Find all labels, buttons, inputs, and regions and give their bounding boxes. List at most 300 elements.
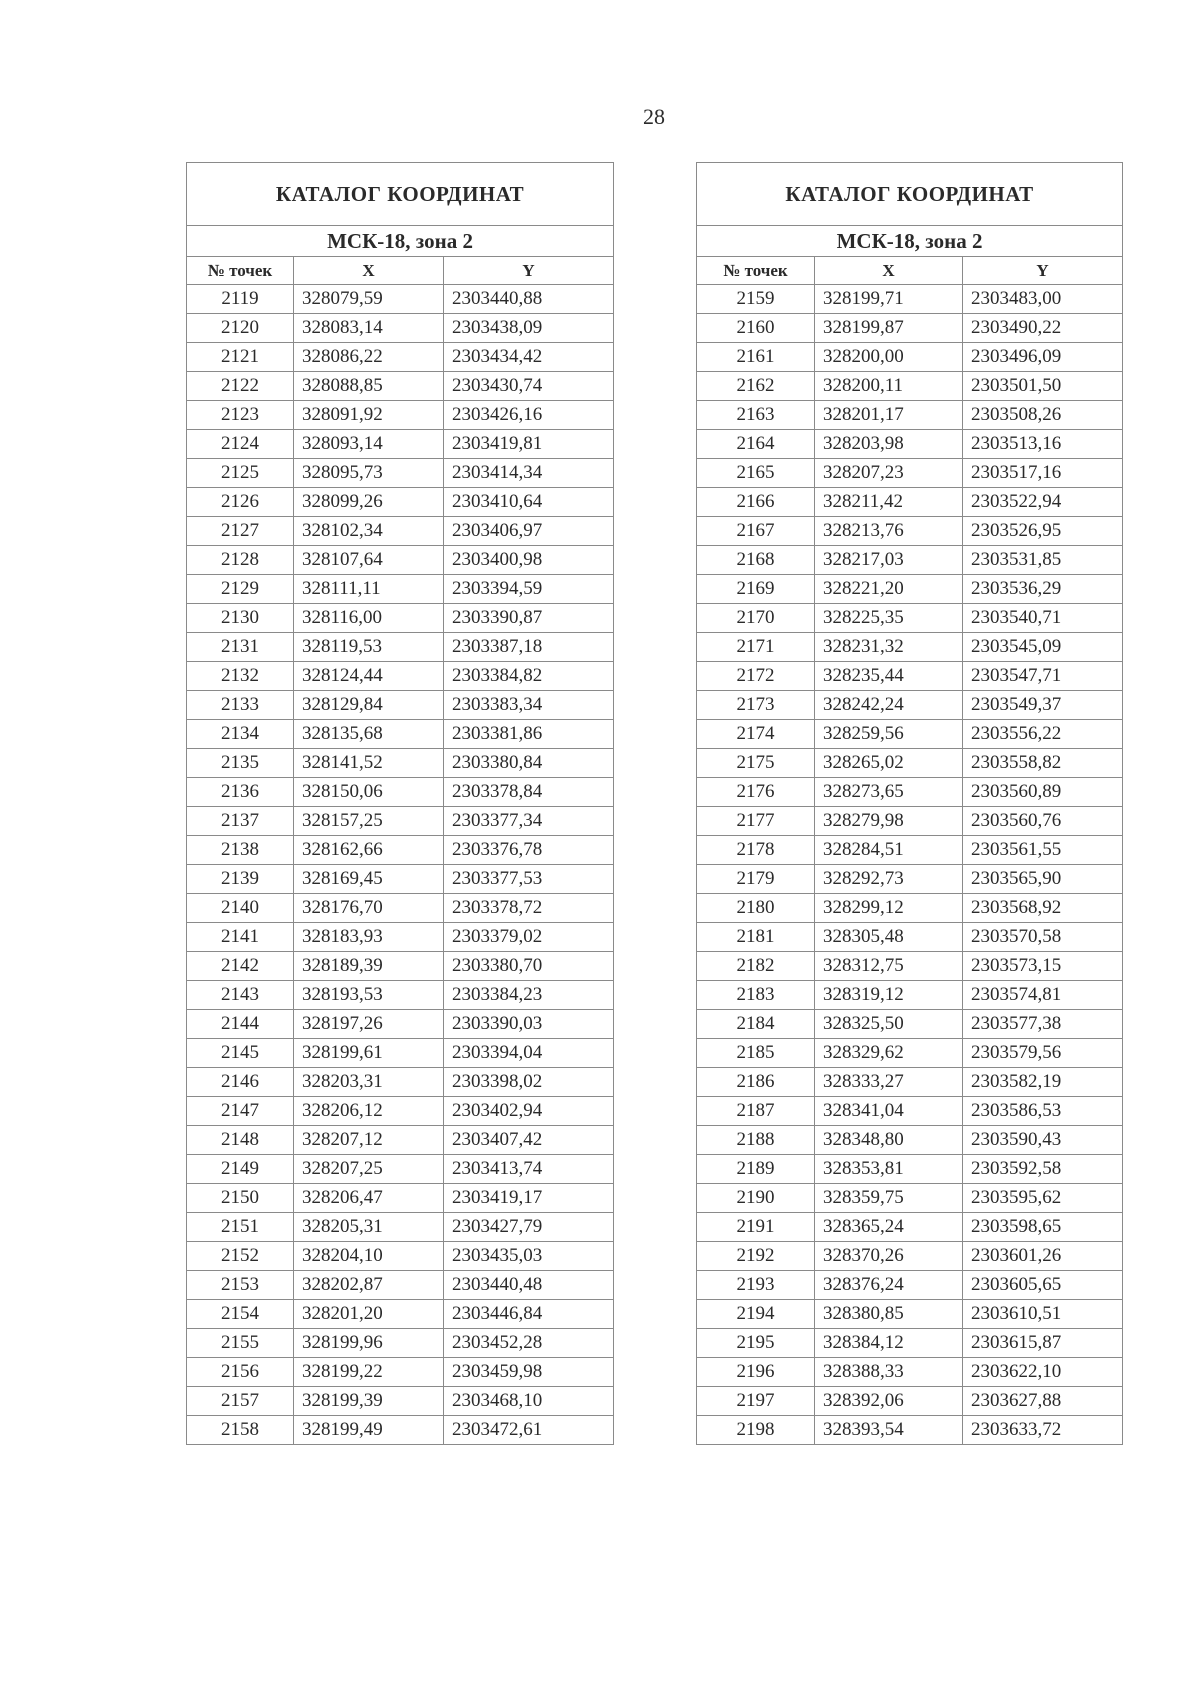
point-number-cell: 2152 bbox=[187, 1242, 294, 1271]
x-coordinate-cell: 328242,24 bbox=[815, 691, 963, 720]
y-coordinate-cell: 2303426,16 bbox=[444, 401, 614, 430]
y-coordinate-cell: 2303394,59 bbox=[444, 575, 614, 604]
table-row bbox=[187, 1242, 614, 1271]
point-number-cell: 2122 bbox=[187, 372, 294, 401]
y-coordinate-cell: 2303590,43 bbox=[963, 1126, 1123, 1155]
y-coordinate-cell: 2303419,17 bbox=[444, 1184, 614, 1213]
point-number-cell: 2134 bbox=[187, 720, 294, 749]
point-number-cell: 2192 bbox=[697, 1242, 815, 1271]
x-coordinate-cell: 328199,22 bbox=[294, 1358, 444, 1387]
x-coordinate-cell: 328388,33 bbox=[815, 1358, 963, 1387]
point-number-cell: 2191 bbox=[697, 1213, 815, 1242]
table-row bbox=[697, 1242, 1123, 1271]
coordinate-catalog-table-right bbox=[696, 162, 1123, 1445]
table-row bbox=[187, 517, 614, 546]
point-number-cell: 2121 bbox=[187, 343, 294, 372]
y-coordinate-cell: 2303545,09 bbox=[963, 633, 1123, 662]
y-coordinate-cell: 2303377,53 bbox=[444, 865, 614, 894]
x-coordinate-cell: 328353,81 bbox=[815, 1155, 963, 1184]
y-coordinate-cell: 2303468,10 bbox=[444, 1387, 614, 1416]
y-coordinate-cell: 2303394,04 bbox=[444, 1039, 614, 1068]
y-coordinate-cell: 2303536,29 bbox=[963, 575, 1123, 604]
x-coordinate-cell: 328348,80 bbox=[815, 1126, 963, 1155]
x-coordinate-cell: 328325,50 bbox=[815, 1010, 963, 1039]
y-coordinate-cell: 2303380,84 bbox=[444, 749, 614, 778]
table-row bbox=[697, 749, 1123, 778]
x-coordinate-cell: 328284,51 bbox=[815, 836, 963, 865]
point-number-cell: 2193 bbox=[697, 1271, 815, 1300]
table-row bbox=[697, 1010, 1123, 1039]
point-number-cell: 2139 bbox=[187, 865, 294, 894]
y-coordinate-cell: 2303560,76 bbox=[963, 807, 1123, 836]
x-coordinate-cell: 328204,10 bbox=[294, 1242, 444, 1271]
y-coordinate-cell: 2303513,16 bbox=[963, 430, 1123, 459]
column-header-x: X bbox=[294, 257, 444, 285]
y-coordinate-cell: 2303459,98 bbox=[444, 1358, 614, 1387]
y-coordinate-cell: 2303508,26 bbox=[963, 401, 1123, 430]
table-row bbox=[187, 604, 614, 633]
y-coordinate-cell: 2303573,15 bbox=[963, 952, 1123, 981]
x-coordinate-cell: 328201,20 bbox=[294, 1300, 444, 1329]
x-coordinate-cell: 328305,48 bbox=[815, 923, 963, 952]
table-row bbox=[697, 459, 1123, 488]
table-row bbox=[697, 865, 1123, 894]
x-coordinate-cell: 328129,84 bbox=[294, 691, 444, 720]
y-coordinate-cell: 2303379,02 bbox=[444, 923, 614, 952]
y-coordinate-cell: 2303565,90 bbox=[963, 865, 1123, 894]
x-coordinate-cell: 328169,45 bbox=[294, 865, 444, 894]
table-row bbox=[697, 778, 1123, 807]
y-coordinate-cell: 2303627,88 bbox=[963, 1387, 1123, 1416]
point-number-cell: 2161 bbox=[697, 343, 815, 372]
table-title: КАТАЛОГ КООРДИНАТ bbox=[187, 163, 614, 226]
table-row bbox=[697, 401, 1123, 430]
table-row bbox=[187, 1010, 614, 1039]
table-row bbox=[697, 691, 1123, 720]
x-coordinate-cell: 328093,14 bbox=[294, 430, 444, 459]
x-coordinate-cell: 328189,39 bbox=[294, 952, 444, 981]
x-coordinate-cell: 328359,75 bbox=[815, 1184, 963, 1213]
table-row bbox=[697, 1184, 1123, 1213]
page-number: 28 bbox=[643, 104, 665, 129]
table-row bbox=[187, 1329, 614, 1358]
table-row bbox=[187, 430, 614, 459]
x-coordinate-cell: 328183,93 bbox=[294, 923, 444, 952]
y-coordinate-cell: 2303414,34 bbox=[444, 459, 614, 488]
point-number-cell: 2186 bbox=[697, 1068, 815, 1097]
table-row bbox=[187, 691, 614, 720]
y-coordinate-cell: 2303472,61 bbox=[444, 1416, 614, 1445]
table-row bbox=[187, 1416, 614, 1445]
x-coordinate-cell: 328193,53 bbox=[294, 981, 444, 1010]
x-coordinate-cell: 328088,85 bbox=[294, 372, 444, 401]
table-row bbox=[187, 807, 614, 836]
point-number-cell: 2154 bbox=[187, 1300, 294, 1329]
x-coordinate-cell: 328206,47 bbox=[294, 1184, 444, 1213]
point-number-cell: 2142 bbox=[187, 952, 294, 981]
point-number-cell: 2156 bbox=[187, 1358, 294, 1387]
point-number-cell: 2138 bbox=[187, 836, 294, 865]
point-number-cell: 2181 bbox=[697, 923, 815, 952]
y-coordinate-cell: 2303570,58 bbox=[963, 923, 1123, 952]
x-coordinate-cell: 328150,06 bbox=[294, 778, 444, 807]
table-row bbox=[187, 1358, 614, 1387]
x-coordinate-cell: 328207,23 bbox=[815, 459, 963, 488]
x-coordinate-cell: 328095,73 bbox=[294, 459, 444, 488]
x-coordinate-cell: 328292,73 bbox=[815, 865, 963, 894]
point-number-cell: 2133 bbox=[187, 691, 294, 720]
point-number-cell: 2168 bbox=[697, 546, 815, 575]
table-row bbox=[697, 546, 1123, 575]
x-coordinate-cell: 328392,06 bbox=[815, 1387, 963, 1416]
point-number-cell: 2176 bbox=[697, 778, 815, 807]
table-row bbox=[187, 836, 614, 865]
point-number-cell: 2173 bbox=[697, 691, 815, 720]
table-row bbox=[697, 1329, 1123, 1358]
y-coordinate-cell: 2303615,87 bbox=[963, 1329, 1123, 1358]
x-coordinate-cell: 328079,59 bbox=[294, 285, 444, 314]
y-coordinate-cell: 2303547,71 bbox=[963, 662, 1123, 691]
y-coordinate-cell: 2303517,16 bbox=[963, 459, 1123, 488]
point-number-cell: 2178 bbox=[697, 836, 815, 865]
point-number-cell: 2190 bbox=[697, 1184, 815, 1213]
point-number-cell: 2136 bbox=[187, 778, 294, 807]
y-coordinate-cell: 2303434,42 bbox=[444, 343, 614, 372]
point-number-cell: 2148 bbox=[187, 1126, 294, 1155]
x-coordinate-cell: 328135,68 bbox=[294, 720, 444, 749]
y-coordinate-cell: 2303380,70 bbox=[444, 952, 614, 981]
x-coordinate-cell: 328199,49 bbox=[294, 1416, 444, 1445]
point-number-cell: 2125 bbox=[187, 459, 294, 488]
x-coordinate-cell: 328273,65 bbox=[815, 778, 963, 807]
y-coordinate-cell: 2303402,94 bbox=[444, 1097, 614, 1126]
table-row bbox=[187, 865, 614, 894]
table-row bbox=[697, 662, 1123, 691]
point-number-cell: 2141 bbox=[187, 923, 294, 952]
point-number-cell: 2188 bbox=[697, 1126, 815, 1155]
table-row bbox=[697, 372, 1123, 401]
point-number-cell: 2155 bbox=[187, 1329, 294, 1358]
x-coordinate-cell: 328199,87 bbox=[815, 314, 963, 343]
x-coordinate-cell: 328376,24 bbox=[815, 1271, 963, 1300]
point-number-cell: 2123 bbox=[187, 401, 294, 430]
y-coordinate-cell: 2303526,95 bbox=[963, 517, 1123, 546]
y-coordinate-cell: 2303496,09 bbox=[963, 343, 1123, 372]
table-row bbox=[187, 1300, 614, 1329]
point-number-cell: 2169 bbox=[697, 575, 815, 604]
table-row bbox=[697, 633, 1123, 662]
point-number-cell: 2157 bbox=[187, 1387, 294, 1416]
point-number-cell: 2182 bbox=[697, 952, 815, 981]
x-coordinate-cell: 328207,12 bbox=[294, 1126, 444, 1155]
table-row bbox=[697, 314, 1123, 343]
x-coordinate-cell: 328201,17 bbox=[815, 401, 963, 430]
table-row bbox=[187, 720, 614, 749]
point-number-cell: 2131 bbox=[187, 633, 294, 662]
point-number-cell: 2129 bbox=[187, 575, 294, 604]
table-row bbox=[187, 981, 614, 1010]
table-row bbox=[187, 546, 614, 575]
x-coordinate-cell: 328231,32 bbox=[815, 633, 963, 662]
y-coordinate-cell: 2303622,10 bbox=[963, 1358, 1123, 1387]
table-title: КАТАЛОГ КООРДИНАТ bbox=[697, 163, 1123, 226]
y-coordinate-cell: 2303378,72 bbox=[444, 894, 614, 923]
table-row bbox=[187, 923, 614, 952]
point-number-cell: 2197 bbox=[697, 1387, 815, 1416]
x-coordinate-cell: 328333,27 bbox=[815, 1068, 963, 1097]
table-row bbox=[187, 575, 614, 604]
point-number-cell: 2163 bbox=[697, 401, 815, 430]
x-coordinate-cell: 328341,04 bbox=[815, 1097, 963, 1126]
y-coordinate-cell: 2303483,00 bbox=[963, 285, 1123, 314]
y-coordinate-cell: 2303540,71 bbox=[963, 604, 1123, 633]
x-coordinate-cell: 328202,87 bbox=[294, 1271, 444, 1300]
table-row bbox=[187, 459, 614, 488]
table-row bbox=[187, 1126, 614, 1155]
x-coordinate-cell: 328200,11 bbox=[815, 372, 963, 401]
y-coordinate-cell: 2303406,97 bbox=[444, 517, 614, 546]
point-number-cell: 2145 bbox=[187, 1039, 294, 1068]
point-number-cell: 2120 bbox=[187, 314, 294, 343]
table-zone-label: МСК-18, зона 2 bbox=[697, 226, 1123, 257]
y-coordinate-cell: 2303390,87 bbox=[444, 604, 614, 633]
x-coordinate-cell: 328199,96 bbox=[294, 1329, 444, 1358]
y-coordinate-cell: 2303446,84 bbox=[444, 1300, 614, 1329]
x-coordinate-cell: 328086,22 bbox=[294, 343, 444, 372]
x-coordinate-cell: 328162,66 bbox=[294, 836, 444, 865]
table-row bbox=[697, 1358, 1123, 1387]
table-row bbox=[187, 343, 614, 372]
table-zone-label: МСК-18, зона 2 bbox=[187, 226, 614, 257]
x-coordinate-cell: 328380,85 bbox=[815, 1300, 963, 1329]
table-row bbox=[697, 575, 1123, 604]
point-number-cell: 2153 bbox=[187, 1271, 294, 1300]
y-coordinate-cell: 2303592,58 bbox=[963, 1155, 1123, 1184]
y-coordinate-cell: 2303598,65 bbox=[963, 1213, 1123, 1242]
point-number-cell: 2172 bbox=[697, 662, 815, 691]
point-number-cell: 2135 bbox=[187, 749, 294, 778]
x-coordinate-cell: 328370,26 bbox=[815, 1242, 963, 1271]
y-coordinate-cell: 2303549,37 bbox=[963, 691, 1123, 720]
table-row bbox=[697, 952, 1123, 981]
table-row bbox=[697, 1039, 1123, 1068]
y-coordinate-cell: 2303413,74 bbox=[444, 1155, 614, 1184]
point-number-cell: 2198 bbox=[697, 1416, 815, 1445]
point-number-cell: 2185 bbox=[697, 1039, 815, 1068]
x-coordinate-cell: 328259,56 bbox=[815, 720, 963, 749]
y-coordinate-cell: 2303582,19 bbox=[963, 1068, 1123, 1097]
point-number-cell: 2119 bbox=[187, 285, 294, 314]
table-body-right bbox=[697, 285, 1123, 1445]
table-row bbox=[187, 1213, 614, 1242]
x-coordinate-cell: 328091,92 bbox=[294, 401, 444, 430]
point-number-cell: 2175 bbox=[697, 749, 815, 778]
y-coordinate-cell: 2303435,03 bbox=[444, 1242, 614, 1271]
point-number-cell: 2132 bbox=[187, 662, 294, 691]
y-coordinate-cell: 2303568,92 bbox=[963, 894, 1123, 923]
y-coordinate-cell: 2303501,50 bbox=[963, 372, 1123, 401]
table-row bbox=[187, 749, 614, 778]
table-row bbox=[187, 633, 614, 662]
point-number-cell: 2146 bbox=[187, 1068, 294, 1097]
point-number-cell: 2159 bbox=[697, 285, 815, 314]
y-coordinate-cell: 2303427,79 bbox=[444, 1213, 614, 1242]
y-coordinate-cell: 2303558,82 bbox=[963, 749, 1123, 778]
table-row bbox=[697, 1126, 1123, 1155]
y-coordinate-cell: 2303383,34 bbox=[444, 691, 614, 720]
x-coordinate-cell: 328235,44 bbox=[815, 662, 963, 691]
table-row bbox=[697, 1155, 1123, 1184]
y-coordinate-cell: 2303410,64 bbox=[444, 488, 614, 517]
table-row bbox=[187, 285, 614, 314]
table-row bbox=[697, 488, 1123, 517]
y-coordinate-cell: 2303419,81 bbox=[444, 430, 614, 459]
x-coordinate-cell: 328199,61 bbox=[294, 1039, 444, 1068]
x-coordinate-cell: 328205,31 bbox=[294, 1213, 444, 1242]
x-coordinate-cell: 328213,76 bbox=[815, 517, 963, 546]
point-number-cell: 2149 bbox=[187, 1155, 294, 1184]
table-row bbox=[697, 1213, 1123, 1242]
point-number-cell: 2158 bbox=[187, 1416, 294, 1445]
y-coordinate-cell: 2303561,55 bbox=[963, 836, 1123, 865]
point-number-cell: 2140 bbox=[187, 894, 294, 923]
x-coordinate-cell: 328221,20 bbox=[815, 575, 963, 604]
y-coordinate-cell: 2303438,09 bbox=[444, 314, 614, 343]
point-number-cell: 2166 bbox=[697, 488, 815, 517]
point-number-cell: 2130 bbox=[187, 604, 294, 633]
x-coordinate-cell: 328203,31 bbox=[294, 1068, 444, 1097]
x-coordinate-cell: 328157,25 bbox=[294, 807, 444, 836]
table-row bbox=[187, 488, 614, 517]
column-header-point-number: № точек bbox=[187, 257, 294, 285]
point-number-cell: 2165 bbox=[697, 459, 815, 488]
point-number-cell: 2196 bbox=[697, 1358, 815, 1387]
y-coordinate-cell: 2303400,98 bbox=[444, 546, 614, 575]
y-coordinate-cell: 2303384,23 bbox=[444, 981, 614, 1010]
y-coordinate-cell: 2303440,48 bbox=[444, 1271, 614, 1300]
table-body-left bbox=[187, 285, 614, 1445]
y-coordinate-cell: 2303377,34 bbox=[444, 807, 614, 836]
x-coordinate-cell: 328393,54 bbox=[815, 1416, 963, 1445]
y-coordinate-cell: 2303378,84 bbox=[444, 778, 614, 807]
table-row bbox=[697, 1416, 1123, 1445]
point-number-cell: 2194 bbox=[697, 1300, 815, 1329]
table-row bbox=[697, 981, 1123, 1010]
table-row bbox=[697, 923, 1123, 952]
y-coordinate-cell: 2303574,81 bbox=[963, 981, 1123, 1010]
y-coordinate-cell: 2303381,86 bbox=[444, 720, 614, 749]
y-coordinate-cell: 2303522,94 bbox=[963, 488, 1123, 517]
x-coordinate-cell: 328299,12 bbox=[815, 894, 963, 923]
point-number-cell: 2137 bbox=[187, 807, 294, 836]
y-coordinate-cell: 2303577,38 bbox=[963, 1010, 1123, 1039]
x-coordinate-cell: 328102,34 bbox=[294, 517, 444, 546]
table-row bbox=[697, 1387, 1123, 1416]
point-number-cell: 2179 bbox=[697, 865, 815, 894]
x-coordinate-cell: 328199,39 bbox=[294, 1387, 444, 1416]
table-row bbox=[187, 778, 614, 807]
table-row bbox=[697, 894, 1123, 923]
point-number-cell: 2162 bbox=[697, 372, 815, 401]
point-number-cell: 2144 bbox=[187, 1010, 294, 1039]
y-coordinate-cell: 2303407,42 bbox=[444, 1126, 614, 1155]
table-row bbox=[697, 343, 1123, 372]
table-row bbox=[187, 314, 614, 343]
table-row bbox=[697, 720, 1123, 749]
x-coordinate-cell: 328329,62 bbox=[815, 1039, 963, 1068]
y-coordinate-cell: 2303601,26 bbox=[963, 1242, 1123, 1271]
x-coordinate-cell: 328319,12 bbox=[815, 981, 963, 1010]
column-header-y: Y bbox=[963, 257, 1123, 285]
y-coordinate-cell: 2303398,02 bbox=[444, 1068, 614, 1097]
x-coordinate-cell: 328225,35 bbox=[815, 604, 963, 633]
x-coordinate-cell: 328200,00 bbox=[815, 343, 963, 372]
table-row bbox=[187, 894, 614, 923]
point-number-cell: 2167 bbox=[697, 517, 815, 546]
table-row bbox=[187, 1097, 614, 1126]
table-row bbox=[187, 372, 614, 401]
table-row bbox=[187, 401, 614, 430]
point-number-cell: 2189 bbox=[697, 1155, 815, 1184]
table-row bbox=[187, 1184, 614, 1213]
point-number-cell: 2170 bbox=[697, 604, 815, 633]
y-coordinate-cell: 2303387,18 bbox=[444, 633, 614, 662]
y-coordinate-cell: 2303430,74 bbox=[444, 372, 614, 401]
table-row bbox=[187, 952, 614, 981]
table-row bbox=[697, 1068, 1123, 1097]
y-coordinate-cell: 2303579,56 bbox=[963, 1039, 1123, 1068]
x-coordinate-cell: 328312,75 bbox=[815, 952, 963, 981]
x-coordinate-cell: 328365,24 bbox=[815, 1213, 963, 1242]
y-coordinate-cell: 2303605,65 bbox=[963, 1271, 1123, 1300]
x-coordinate-cell: 328384,12 bbox=[815, 1329, 963, 1358]
point-number-cell: 2183 bbox=[697, 981, 815, 1010]
x-coordinate-cell: 328111,11 bbox=[294, 575, 444, 604]
table-row bbox=[187, 1155, 614, 1184]
point-number-cell: 2195 bbox=[697, 1329, 815, 1358]
y-coordinate-cell: 2303440,88 bbox=[444, 285, 614, 314]
x-coordinate-cell: 328203,98 bbox=[815, 430, 963, 459]
point-number-cell: 2126 bbox=[187, 488, 294, 517]
point-number-cell: 2171 bbox=[697, 633, 815, 662]
x-coordinate-cell: 328199,71 bbox=[815, 285, 963, 314]
x-coordinate-cell: 328211,42 bbox=[815, 488, 963, 517]
table-row bbox=[187, 1039, 614, 1068]
y-coordinate-cell: 2303531,85 bbox=[963, 546, 1123, 575]
table-row bbox=[697, 285, 1123, 314]
y-coordinate-cell: 2303595,62 bbox=[963, 1184, 1123, 1213]
x-coordinate-cell: 328116,00 bbox=[294, 604, 444, 633]
point-number-cell: 2143 bbox=[187, 981, 294, 1010]
point-number-cell: 2127 bbox=[187, 517, 294, 546]
y-coordinate-cell: 2303452,28 bbox=[444, 1329, 614, 1358]
y-coordinate-cell: 2303633,72 bbox=[963, 1416, 1123, 1445]
x-coordinate-cell: 328083,14 bbox=[294, 314, 444, 343]
column-header-point-number: № точек bbox=[697, 257, 815, 285]
table-row bbox=[697, 836, 1123, 865]
x-coordinate-cell: 328206,12 bbox=[294, 1097, 444, 1126]
point-number-cell: 2128 bbox=[187, 546, 294, 575]
point-number-cell: 2184 bbox=[697, 1010, 815, 1039]
x-coordinate-cell: 328265,02 bbox=[815, 749, 963, 778]
table-row bbox=[697, 430, 1123, 459]
point-number-cell: 2187 bbox=[697, 1097, 815, 1126]
x-coordinate-cell: 328176,70 bbox=[294, 894, 444, 923]
y-coordinate-cell: 2303610,51 bbox=[963, 1300, 1123, 1329]
table-row bbox=[697, 1300, 1123, 1329]
point-number-cell: 2160 bbox=[697, 314, 815, 343]
x-coordinate-cell: 328099,26 bbox=[294, 488, 444, 517]
